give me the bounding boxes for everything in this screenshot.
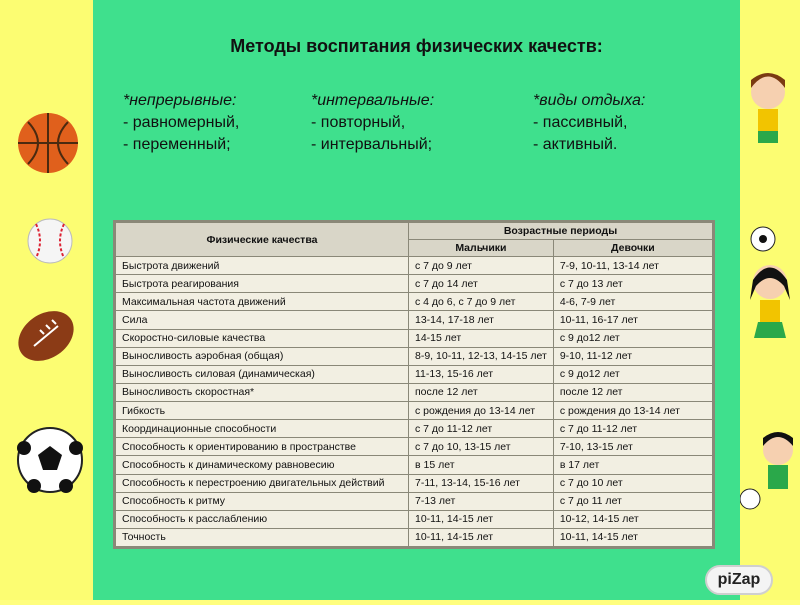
left-ball-decor	[0, 0, 93, 600]
method-item: - равномерный,	[123, 114, 240, 131]
method-continuous	[123, 90, 239, 156]
cell-girls: с рождения до 13-14 лет	[553, 402, 712, 420]
pizap-watermark: piZap	[705, 565, 773, 595]
table-row	[116, 293, 713, 311]
cell-girls: с 7 до 10 лет	[553, 474, 712, 492]
cell-girls: в 17 лет	[553, 456, 712, 474]
cell-boys: с 7 до 11-12 лет	[409, 420, 554, 438]
cell-quality: Скоростно-силовые качества	[116, 329, 409, 347]
cell-quality: Способность к расслаблению	[116, 510, 409, 528]
cell-boys: с 7 до 14 лет	[409, 275, 554, 293]
table-row	[116, 329, 713, 347]
table-row	[116, 438, 713, 456]
cell-quality: Быстрота реагирования	[116, 275, 409, 293]
table-row	[116, 456, 713, 474]
header-girls: Девочки	[553, 240, 712, 257]
cell-girls: 10-11, 14-15 лет	[553, 528, 712, 546]
table	[115, 222, 713, 547]
cell-quality: Точность	[116, 528, 409, 546]
cell-boys: 14-15 лет	[409, 329, 554, 347]
cell-boys: 10-11, 14-15 лет	[409, 510, 554, 528]
method-head: *виды отдыха:	[533, 92, 646, 109]
cell-girls: с 7 до 13 лет	[553, 275, 712, 293]
page-title: Методы воспитания физических качеств:	[230, 36, 603, 56]
cell-quality: Сила	[116, 311, 409, 329]
header-boys: Мальчики	[409, 240, 554, 257]
method-item: - интервальный;	[311, 136, 433, 153]
cell-girls: после 12 лет	[553, 383, 712, 401]
method-head: *интервальные:	[311, 92, 435, 109]
cell-girls: 10-12, 14-15 лет	[553, 510, 712, 528]
cell-boys: после 12 лет	[409, 383, 554, 401]
table-row	[116, 474, 713, 492]
right-decor-strip	[740, 0, 800, 600]
cell-boys: 11-13, 15-16 лет	[409, 365, 554, 383]
method-rest	[533, 90, 645, 156]
table-row	[116, 275, 713, 293]
cell-girls: 7-9, 10-11, 13-14 лет	[553, 257, 712, 275]
table-row	[116, 311, 713, 329]
cell-girls: с 7 до 11 лет	[553, 492, 712, 510]
cell-boys: в 15 лет	[409, 456, 554, 474]
left-decor-strip	[0, 0, 93, 600]
method-item: - переменный;	[123, 136, 231, 153]
cell-quality: Координационные способности	[116, 420, 409, 438]
cell-girls: с 9 до12 лет	[553, 329, 712, 347]
method-head: *непрерывные:	[123, 92, 237, 109]
cell-girls: 10-11, 16-17 лет	[553, 311, 712, 329]
cell-quality: Способность к динамическому равновесию	[116, 456, 409, 474]
cell-quality: Быстрота движений	[116, 257, 409, 275]
method-item: - повторный,	[311, 114, 406, 131]
table-row	[116, 365, 713, 383]
cell-boys: 10-11, 14-15 лет	[409, 528, 554, 546]
cell-girls: 7-10, 13-15 лет	[553, 438, 712, 456]
cell-boys: 8-9, 10-11, 12-13, 14-15 лет	[409, 347, 554, 365]
soccer-ball-icon	[751, 227, 775, 251]
main-panel	[93, 0, 740, 600]
table-row	[116, 420, 713, 438]
age-periods-table	[113, 220, 715, 549]
table-row	[116, 492, 713, 510]
table-row	[116, 402, 713, 420]
baseball-icon	[28, 219, 72, 263]
table-row	[116, 510, 713, 528]
cell-boys: 7-11, 13-14, 15-16 лет	[409, 474, 554, 492]
cell-boys: с 7 до 10, 13-15 лет	[409, 438, 554, 456]
cell-quality: Способность к ритму	[116, 492, 409, 510]
cell-boys: 13-14, 17-18 лет	[409, 311, 554, 329]
cell-quality: Выносливость аэробная (общая)	[116, 347, 409, 365]
header-periods: Возрастные периоды	[409, 223, 713, 240]
method-interval	[311, 90, 434, 156]
cell-girls: с 7 до 11-12 лет	[553, 420, 712, 438]
cell-quality: Выносливость силовая (динамическая)	[116, 365, 409, 383]
cell-boys: с рождения до 13-14 лет	[409, 402, 554, 420]
table-row	[116, 347, 713, 365]
girl-cartoon-icon	[750, 265, 790, 338]
cell-boys: с 4 до 6, с 7 до 9 лет	[409, 293, 554, 311]
cell-quality: Гибкость	[116, 402, 409, 420]
cell-girls: 9-10, 11-12 лет	[553, 347, 712, 365]
cell-quality: Максимальная частота движений	[116, 293, 409, 311]
cell-quality: Выносливость скоростная*	[116, 383, 409, 401]
cell-boys: 7-13 лет	[409, 492, 554, 510]
right-kids-decor	[740, 0, 800, 600]
method-item: - пассивный,	[533, 114, 628, 131]
table-row	[116, 383, 713, 401]
table-row	[116, 528, 713, 546]
cell-boys: с 7 до 9 лет	[409, 257, 554, 275]
soccer-ball-icon	[17, 428, 83, 493]
header-quality: Физические качества	[116, 223, 409, 257]
method-item: - активный.	[533, 136, 618, 153]
table-header-row	[116, 223, 713, 240]
basketball-icon	[18, 113, 78, 173]
american-football-icon	[9, 301, 83, 371]
cell-girls: 4-6, 7-9 лет	[553, 293, 712, 311]
cell-girls: с 9 до12 лет	[553, 365, 712, 383]
cell-quality: Способность к ориентированию в пространстве	[116, 438, 409, 456]
cell-quality: Способность к перестроению двигательных действий	[116, 474, 409, 492]
table-row	[116, 257, 713, 275]
boy-kicking-cartoon-icon	[740, 432, 793, 509]
boy-cartoon-icon	[751, 73, 785, 143]
